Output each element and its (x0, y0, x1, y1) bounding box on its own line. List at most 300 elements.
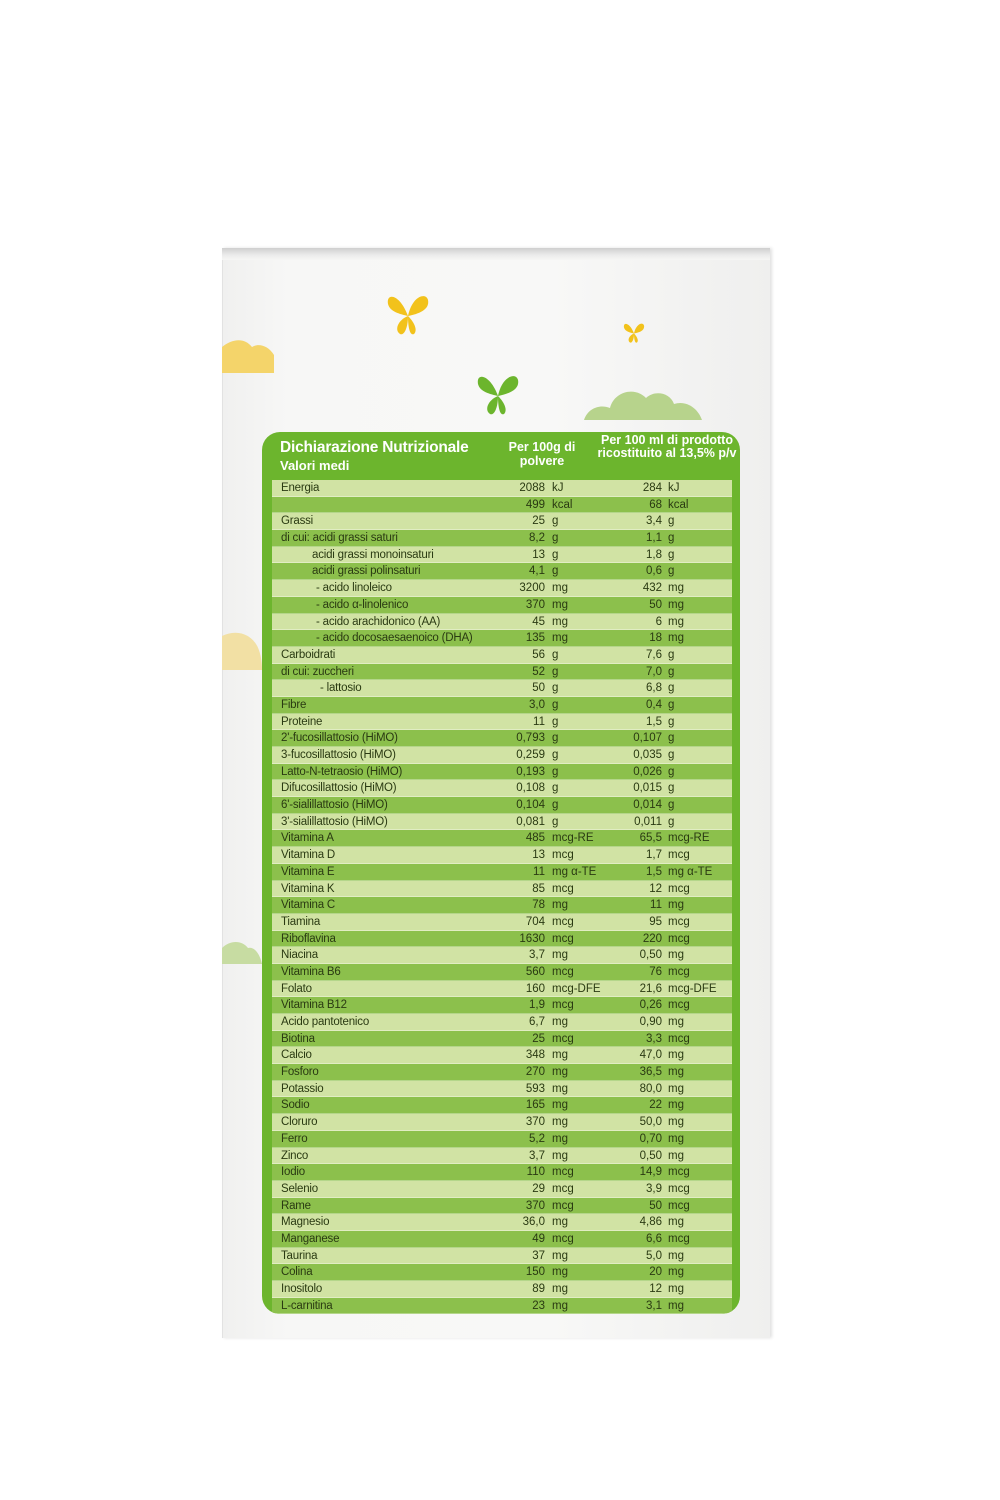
table-row (272, 981, 732, 998)
unit-per-100g: mg (552, 949, 568, 962)
value-per-100ml: 76 (649, 965, 662, 978)
value-per-100ml: 50,0 (639, 1116, 662, 1129)
value-per-100ml: 1,1 (646, 532, 662, 545)
value-per-100g: 89 (532, 1283, 545, 1295)
nutrient-label: Vitamina E (281, 865, 335, 878)
nutrient-label: Cloruro (281, 1116, 318, 1129)
value-per-100g: 560 (525, 965, 545, 978)
value-per-100g: 1,9 (529, 999, 545, 1012)
unit-per-100ml: mg (668, 949, 684, 962)
nutrient-label: - lattosio (320, 682, 362, 695)
value-per-100ml: 7,6 (646, 648, 662, 661)
unit-per-100ml: g (668, 665, 675, 678)
unit-per-100g: mg (552, 1132, 568, 1145)
unit-per-100g: mcg (552, 1199, 574, 1212)
value-per-100g: 4,1 (529, 565, 545, 578)
nutrient-label: Vitamina B12 (281, 999, 347, 1012)
unit-per-100ml: mcg (668, 999, 690, 1012)
nutrient-label: Riboflavina (281, 932, 336, 945)
value-per-100ml: 1,5 (646, 865, 662, 878)
value-per-100ml: 0,26 (639, 999, 662, 1012)
value-per-100ml: 0,107 (633, 732, 662, 745)
value-per-100ml: 36,5 (639, 1066, 662, 1079)
unit-per-100ml: mg (668, 632, 684, 645)
unit-per-100g: mg (552, 1249, 568, 1262)
unit-per-100ml: mg (668, 1082, 684, 1095)
value-per-100ml: 3,9 (646, 1182, 662, 1195)
unit-per-100ml: mg α-TE (668, 865, 713, 878)
value-per-100ml: 1,8 (646, 548, 662, 561)
unit-per-100ml: g (668, 749, 675, 761)
value-per-100ml: 0,50 (639, 949, 662, 962)
unit-per-100g: mcg (552, 999, 574, 1012)
value-per-100ml: 1,5 (646, 715, 662, 728)
nutrient-label: Niacina (281, 949, 318, 962)
value-per-100g: 49 (532, 1232, 545, 1245)
value-per-100ml: 3,4 (646, 515, 662, 528)
nutrient-label: Ferro (281, 1132, 308, 1145)
value-per-100ml: 0,015 (633, 782, 662, 795)
nutrient-label: Vitamina A (281, 832, 334, 845)
unit-per-100g: g (552, 532, 559, 545)
value-per-100g: 11 (533, 865, 545, 878)
unit-per-100ml: mg (668, 1149, 684, 1162)
value-per-100ml: 4,86 (639, 1216, 662, 1229)
value-per-100g: 78 (532, 899, 545, 912)
unit-per-100g: g (552, 782, 559, 795)
nutrient-label: Proteine (281, 715, 323, 728)
unit-per-100ml: g (668, 765, 675, 778)
table-row (272, 830, 732, 847)
table-row (272, 1131, 732, 1148)
table-row (272, 664, 732, 681)
value-per-100g: 56 (532, 648, 545, 661)
yellow-butterfly-icon (384, 290, 432, 340)
table-row (272, 780, 732, 797)
unit-per-100ml: mg (668, 1049, 684, 1062)
value-per-100g: 160 (525, 982, 545, 995)
table-row (272, 730, 732, 747)
value-per-100g: 11 (533, 715, 545, 728)
value-per-100ml: 220 (642, 932, 662, 945)
value-per-100g: 25 (532, 1032, 545, 1045)
table-row (272, 547, 732, 564)
table-row (272, 847, 732, 864)
unit-per-100ml: g (668, 565, 675, 578)
value-per-100ml: 7,0 (646, 665, 662, 678)
value-per-100ml: 0,035 (633, 749, 662, 761)
unit-per-100ml: mcg-DFE (668, 982, 717, 995)
table-row (272, 630, 732, 647)
nutrient-label: di cui: zuccheri (281, 665, 354, 678)
value-per-100ml: 6 (655, 615, 662, 628)
unit-per-100g: mg (552, 1082, 568, 1095)
unit-per-100g: mcg (552, 1166, 574, 1179)
nutrient-label: Iodio (281, 1166, 305, 1179)
nutrient-label: Magnesio (281, 1216, 330, 1229)
unit-per-100g: mcg (552, 1232, 574, 1245)
value-per-100ml: 432 (642, 582, 662, 595)
nutrient-label: Energia (281, 482, 320, 494)
value-per-100ml: 1,7 (646, 849, 662, 862)
unit-per-100ml: g (668, 532, 675, 545)
value-per-100ml: 47,0 (639, 1049, 662, 1062)
unit-per-100g: mg (552, 1266, 568, 1279)
table-row (272, 1298, 732, 1314)
table-row (272, 1064, 732, 1081)
unit-per-100ml: mcg (668, 882, 690, 895)
value-per-100g: 1630 (519, 932, 545, 945)
unit-per-100ml: kcal (668, 498, 689, 511)
unit-per-100ml: g (668, 815, 675, 828)
nutrient-label: Manganese (281, 1232, 340, 1245)
unit-per-100ml: mg (668, 1249, 684, 1262)
unit-per-100g: g (552, 715, 559, 728)
value-per-100ml: 3,3 (646, 1032, 662, 1045)
value-per-100g: 370 (525, 1199, 545, 1212)
table-row (272, 964, 732, 981)
value-per-100ml: 0,50 (639, 1149, 662, 1162)
value-per-100g: 270 (525, 1066, 545, 1079)
unit-per-100g: g (552, 815, 559, 828)
value-per-100g: 0,259 (516, 749, 545, 761)
small-yellow-butterfly-icon (622, 320, 646, 346)
value-per-100ml: 0,90 (639, 1016, 662, 1028)
value-per-100g: 593 (525, 1082, 545, 1095)
value-per-100ml: 95 (649, 915, 662, 928)
table-row (272, 747, 732, 764)
table-row (272, 614, 732, 631)
unit-per-100g: mg (552, 1116, 568, 1129)
value-per-100g: 85 (532, 882, 545, 895)
value-per-100g: 3200 (519, 582, 545, 595)
unit-per-100g: mcg-DFE (552, 982, 601, 995)
unit-per-100g: mcg-RE (552, 832, 594, 845)
unit-per-100g: mcg (552, 1182, 574, 1195)
nutrient-label: Vitamina K (281, 882, 335, 895)
table-row (272, 797, 732, 814)
unit-per-100ml: g (668, 715, 675, 728)
value-per-100g: 370 (525, 598, 545, 611)
table-row (272, 881, 732, 898)
table-row (272, 714, 732, 731)
nutrient-label: Zinco (281, 1149, 309, 1162)
value-per-100g: 52 (532, 665, 545, 678)
value-per-100ml: 21,6 (639, 982, 662, 995)
unit-per-100ml: mg (668, 1066, 684, 1079)
nutrient-label: Difucosillattosio (HiMO) (281, 782, 397, 795)
nutrient-label: acidi grassi polinsaturi (312, 565, 421, 578)
table-row (272, 580, 732, 597)
nutrient-label: 2'-fucosillattosio (HiMO) (281, 732, 398, 745)
unit-per-100ml: mg (668, 1132, 684, 1145)
unit-per-100ml: mg (668, 615, 684, 628)
value-per-100g: 165 (525, 1099, 545, 1112)
value-per-100ml: 0,6 (646, 565, 662, 578)
value-per-100g: 8,2 (529, 532, 545, 545)
value-per-100ml: 12 (649, 1283, 662, 1295)
table-row (272, 497, 732, 514)
small-green-cloud-icon (222, 940, 262, 964)
unit-per-100ml: kJ (668, 482, 680, 494)
unit-per-100ml: mg (668, 1266, 684, 1279)
nutrient-label: Carboidrati (281, 648, 336, 661)
nutrient-label: Selenio (281, 1182, 318, 1195)
unit-per-100g: mcg (552, 965, 574, 978)
unit-per-100ml: g (668, 782, 675, 795)
value-per-100g: 36,0 (522, 1216, 545, 1229)
unit-per-100g: mg (552, 1099, 568, 1112)
unit-per-100g: mcg (552, 932, 574, 945)
unit-per-100ml: mcg-RE (668, 832, 710, 845)
unit-per-100g: mg (552, 598, 568, 611)
unit-per-100ml: mg (668, 899, 684, 912)
value-per-100g: 50 (532, 682, 545, 695)
unit-per-100g: g (552, 682, 559, 695)
unit-per-100ml: mcg (668, 1032, 690, 1045)
unit-per-100ml: mcg (668, 1232, 690, 1245)
nutrient-label: Rame (281, 1199, 311, 1212)
nutrition-table (262, 432, 740, 1314)
table-row (272, 1214, 732, 1231)
unit-per-100g: mg (552, 1299, 568, 1312)
value-per-100g: 45 (532, 615, 545, 628)
value-per-100ml: 11 (650, 899, 662, 912)
value-per-100ml: 50 (649, 598, 662, 611)
table-row (272, 1047, 732, 1064)
pale-cloud-icon (222, 630, 262, 670)
value-per-100g: 13 (532, 548, 545, 561)
unit-per-100g: mg (552, 1049, 568, 1062)
column-header-per-100ml: Per 100 ml di prodotto ricostituito al 13,5% p/v (597, 433, 737, 460)
unit-per-100ml: g (668, 515, 675, 528)
table-row (272, 1164, 732, 1181)
nutrient-label: - acido linoleico (316, 582, 392, 595)
unit-per-100ml: mg (668, 1216, 684, 1229)
value-per-100g: 23 (532, 1299, 545, 1312)
unit-per-100ml: mcg (668, 932, 690, 945)
table-body (272, 480, 732, 1314)
table-row (272, 997, 732, 1014)
value-per-100ml: 22 (649, 1099, 662, 1112)
unit-per-100g: g (552, 648, 559, 661)
table-row (272, 764, 732, 781)
green-cloud-icon (584, 384, 702, 420)
value-per-100ml: 6,8 (646, 682, 662, 695)
value-per-100g: 135 (525, 632, 545, 645)
unit-per-100ml: g (668, 799, 675, 812)
table-row (272, 931, 732, 948)
nutrient-label: 6'-sialillattosio (HiMO) (281, 799, 388, 812)
unit-per-100ml: mg (668, 1016, 684, 1028)
unit-per-100g: g (552, 565, 559, 578)
value-per-100g: 0,081 (516, 815, 545, 828)
nutrient-label: - acido arachidonico (AA) (316, 615, 441, 628)
nutrient-label: Acido pantotenico (281, 1016, 370, 1028)
value-per-100ml: 0,4 (646, 698, 662, 711)
unit-per-100g: g (552, 698, 559, 711)
value-per-100g: 13 (532, 849, 545, 862)
value-per-100ml: 0,011 (634, 815, 662, 828)
table-row (272, 1264, 732, 1281)
table-row (272, 480, 732, 497)
unit-per-100g: mg (552, 1066, 568, 1079)
table-row (272, 513, 732, 530)
unit-per-100ml: g (668, 648, 675, 661)
table-row (272, 1198, 732, 1215)
unit-per-100g: kJ (552, 482, 564, 494)
table-row (272, 530, 732, 547)
value-per-100g: 704 (525, 915, 545, 928)
value-per-100g: 0,108 (516, 782, 545, 795)
unit-per-100g: mg (552, 1149, 568, 1162)
table-row (272, 1281, 732, 1298)
value-per-100g: 5,2 (529, 1132, 545, 1145)
nutrient-label: L-carnitina (281, 1299, 333, 1312)
unit-per-100ml: mg (668, 1299, 684, 1312)
table-row (272, 647, 732, 664)
value-per-100g: 6,7 (529, 1016, 545, 1028)
unit-per-100ml: mg (668, 1116, 684, 1129)
unit-per-100g: mcg (552, 882, 574, 895)
unit-per-100g: g (552, 548, 559, 561)
unit-per-100g: mg α-TE (552, 865, 597, 878)
value-per-100ml: 3,1 (646, 1299, 662, 1312)
nutrient-label: di cui: acidi grassi saturi (281, 532, 398, 545)
table-row (272, 897, 732, 914)
nutrient-label: Vitamina C (281, 899, 336, 912)
unit-per-100ml: mcg (668, 915, 690, 928)
table-row (272, 563, 732, 580)
unit-per-100ml: g (668, 682, 675, 695)
unit-per-100ml: mcg (668, 849, 690, 862)
nutrient-label: Grassi (281, 515, 314, 528)
nutrient-label: - acido docosaesaenoico (DHA) (316, 632, 473, 645)
value-per-100g: 370 (525, 1116, 545, 1129)
table-row (272, 597, 732, 614)
nutrient-label: Latto-N-tetraosio (HiMO) (281, 765, 403, 778)
nutrient-label: 3-fucosillattosio (HiMO) (281, 749, 396, 761)
table-subtitle: Valori medi (280, 458, 350, 473)
unit-per-100g: mg (552, 615, 568, 628)
table-row (272, 1181, 732, 1198)
nutrient-label: - acido α-linolenico (316, 598, 409, 611)
value-per-100ml: 68 (649, 498, 662, 511)
value-per-100g: 348 (525, 1049, 545, 1062)
unit-per-100ml: g (668, 732, 675, 745)
table-row (272, 697, 732, 714)
value-per-100ml: 20 (649, 1266, 662, 1279)
value-per-100g: 2088 (519, 482, 545, 494)
value-per-100ml: 50 (649, 1199, 662, 1212)
unit-per-100g: mcg (552, 1032, 574, 1045)
value-per-100g: 150 (525, 1266, 545, 1279)
table-title: Dichiarazione Nutrizionale (280, 439, 469, 456)
unit-per-100ml: mcg (668, 965, 690, 978)
table-row (272, 1014, 732, 1031)
unit-per-100g: mg (552, 899, 568, 912)
unit-per-100g: mg (552, 1283, 568, 1295)
unit-per-100g: g (552, 749, 559, 761)
value-per-100g: 0,193 (516, 765, 545, 778)
table-row (272, 814, 732, 831)
value-per-100ml: 0,70 (639, 1132, 662, 1145)
table-row (272, 1114, 732, 1131)
table-row (272, 947, 732, 964)
unit-per-100ml: mg (668, 1099, 684, 1112)
unit-per-100g: mg (552, 1216, 568, 1229)
table-row (272, 1081, 732, 1098)
value-per-100g: 37 (532, 1249, 545, 1262)
value-per-100ml: 12 (649, 882, 662, 895)
nutrient-label: Fosforo (281, 1066, 319, 1079)
unit-per-100g: mcg (552, 915, 574, 928)
value-per-100ml: 18 (649, 632, 662, 645)
unit-per-100ml: mg (668, 598, 684, 611)
value-per-100ml: 14,9 (639, 1166, 662, 1179)
unit-per-100ml: mcg (668, 1182, 690, 1195)
value-per-100g: 29 (532, 1182, 545, 1195)
nutrient-label: Fibre (281, 698, 307, 711)
nutrient-label: Inositolo (281, 1283, 323, 1295)
unit-per-100g: g (552, 665, 559, 678)
unit-per-100g: mg (552, 1016, 568, 1028)
column-header-per-100g: Per 100g di polvere (508, 440, 576, 468)
table-row (272, 1231, 732, 1248)
nutrient-label: Potassio (281, 1082, 324, 1095)
value-per-100g: 0,104 (516, 799, 545, 812)
unit-per-100g: g (552, 799, 559, 812)
value-per-100ml: 5,0 (646, 1249, 662, 1262)
unit-per-100g: g (552, 765, 559, 778)
unit-per-100ml: mg (668, 582, 684, 595)
unit-per-100g: g (552, 515, 559, 528)
unit-per-100g: g (552, 732, 559, 745)
nutrient-label: 3'-sialillattosio (HiMO) (281, 815, 388, 828)
table-row (272, 864, 732, 881)
value-per-100ml: 284 (642, 482, 662, 494)
table-row (272, 1097, 732, 1114)
value-per-100ml: 0,014 (633, 799, 662, 812)
value-per-100g: 3,7 (529, 1149, 545, 1162)
unit-per-100ml: g (668, 698, 675, 711)
nutrient-label: Colina (281, 1266, 313, 1279)
unit-per-100g: mg (552, 632, 568, 645)
value-per-100g: 110 (526, 1166, 545, 1179)
value-per-100g: 485 (525, 832, 545, 845)
nutrient-label: Tiamina (281, 915, 321, 928)
table-row (272, 914, 732, 931)
value-per-100ml: 80,0 (639, 1082, 662, 1095)
table-row (272, 1031, 732, 1048)
box-top-edge (222, 248, 770, 260)
yellow-cloud-icon (222, 335, 274, 373)
nutrient-label: Taurina (281, 1249, 318, 1262)
value-per-100ml: 65,5 (639, 832, 662, 845)
table-row (272, 1248, 732, 1265)
value-per-100g: 3,7 (529, 949, 545, 962)
nutrient-label: Folato (281, 982, 312, 995)
table-row (272, 680, 732, 697)
table-row (272, 1148, 732, 1165)
value-per-100g: 3,0 (529, 698, 545, 711)
unit-per-100g: kcal (552, 498, 573, 511)
green-butterfly-icon (474, 370, 522, 420)
nutrient-label: Vitamina D (281, 849, 336, 862)
value-per-100g: 0,793 (516, 732, 545, 745)
nutrient-label: acidi grassi monoinsaturi (312, 548, 434, 561)
unit-per-100ml: g (668, 548, 675, 561)
